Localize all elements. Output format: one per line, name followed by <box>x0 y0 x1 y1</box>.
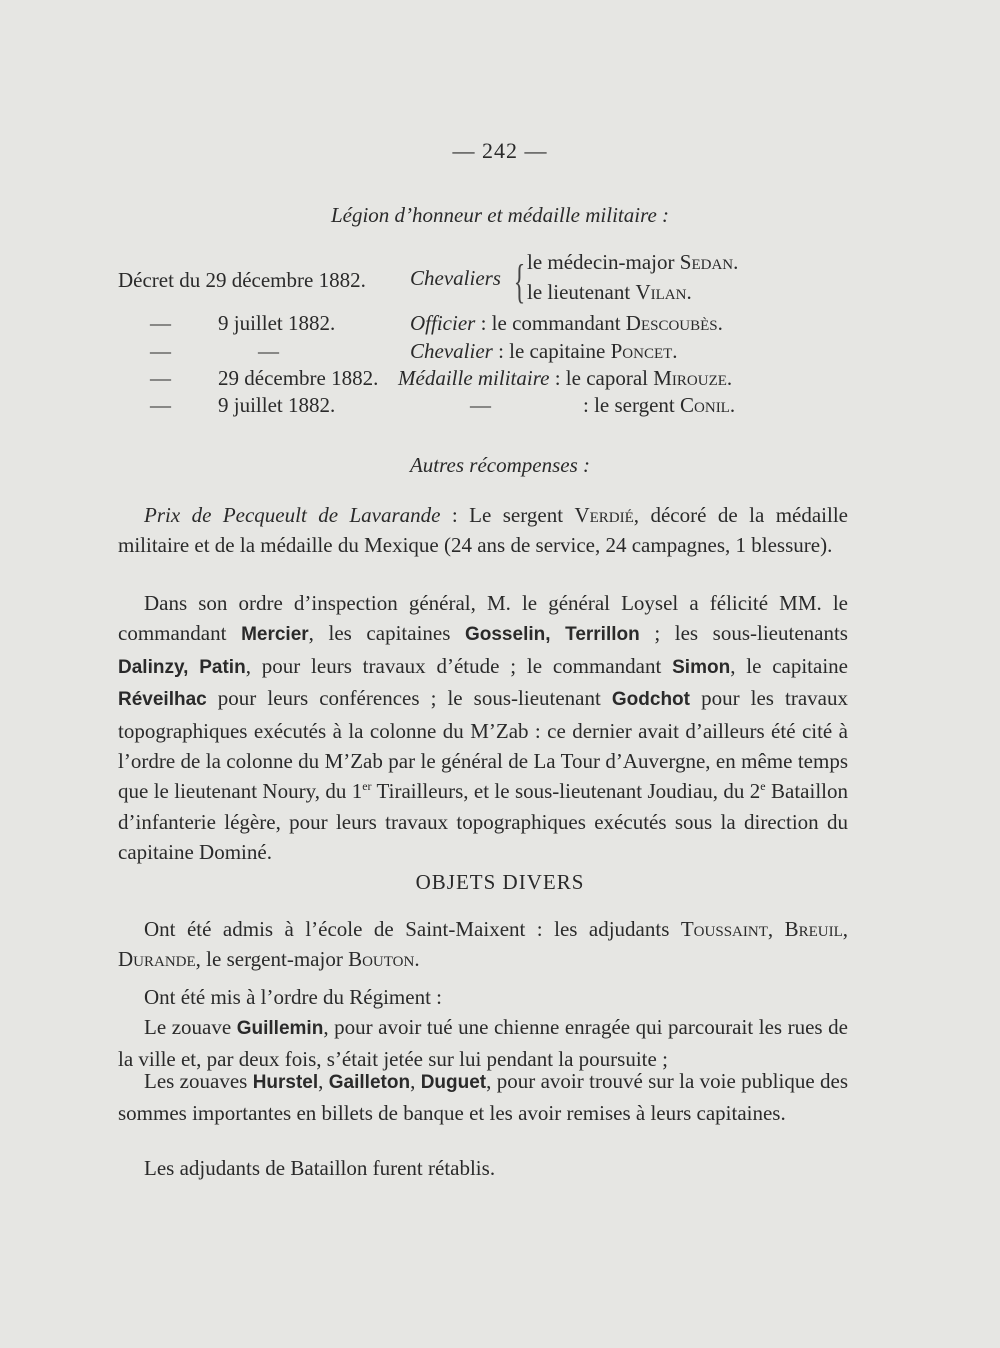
chevalier-line-1 <box>527 250 738 275</box>
row-award <box>410 339 678 364</box>
brace-symbol: { <box>513 255 526 308</box>
text-run: , pour avoir trouvé sur la voie publique des sommes importantes en billets de banque et les avoir remises à leurs capitaines. <box>118 1069 849 1126</box>
row-dash: — <box>150 339 171 363</box>
text-run: , <box>842 917 848 941</box>
text-run: , pour avoir tué une chienne enragée qui parcourait les rues de la ville et, par deux fois, s’était jetée sur lui pendant la poursuite ; <box>118 1015 848 1072</box>
person-name: Godchot <box>611 689 690 711</box>
chevalier-1-name: Sedan. <box>679 250 739 274</box>
row-rank: — <box>470 393 491 417</box>
person-name: Toussaint <box>680 917 768 941</box>
section-title-autres: Autres récompenses : <box>409 453 590 477</box>
row-name: Mirouze. <box>653 366 733 390</box>
text-run: Le zouave <box>144 1015 237 1039</box>
paragraph-prize <box>118 500 848 561</box>
row-text: : le commandant <box>475 311 626 335</box>
text-run: , le capitaine <box>730 653 848 678</box>
row-name: Poncet. <box>610 339 678 363</box>
text-run: Les zouaves <box>144 1069 253 1093</box>
row-text: : le sergent <box>583 393 681 417</box>
row-rank: Officier <box>410 311 476 335</box>
decree-label: Décret du 29 décembre 1882. <box>118 268 366 292</box>
row-date: — <box>258 339 279 363</box>
text-run: Ont été admis à l’école de Saint-Maixent : les adjudants <box>144 917 681 941</box>
person-name: Guillemin <box>236 1018 324 1039</box>
row-award <box>410 311 723 336</box>
chevalier-line-2 <box>527 280 692 305</box>
person-name: Simon <box>672 656 731 678</box>
paragraph-ordre: Ont été mis à l’ordre du Régiment : <box>144 985 443 1009</box>
section-title-legion: Légion d’honneur et médaille militaire : <box>330 203 670 227</box>
row-name: Conil. <box>680 393 736 417</box>
person-name: Hurstel <box>252 1072 319 1093</box>
text-run: Bataillon d’infanterie légère, pour leurs travaux topographiques exécutés sous la direction du capitaine Dominé. <box>118 779 848 865</box>
person-name: Durande <box>118 947 196 972</box>
chevaliers-label: Chevaliers <box>410 266 501 290</box>
row-date: 9 juillet 1882. <box>218 393 336 417</box>
row-rank: Chevalier <box>410 339 493 363</box>
row-text: : le caporal <box>549 366 654 390</box>
text-run: , <box>767 917 785 941</box>
text-run: , les capitaines <box>308 621 465 646</box>
text-run: , <box>318 1069 329 1093</box>
prize-name: Prix de Pecqueult de Lavarande <box>144 503 441 527</box>
row-dash: — <box>150 311 171 335</box>
paragraph-adjudants: Les adjudants de Bataillon furent rétablis. <box>144 1156 496 1180</box>
section-title-objets: OBJETS DIVERS <box>415 870 585 894</box>
text-run: , pour leurs travaux d’étude ; le commandant <box>245 653 673 678</box>
person-name: Breuil <box>784 917 843 941</box>
person-name: Réveilhac <box>118 689 207 711</box>
text-run: : Le sergent <box>440 503 575 527</box>
person-name: Verdié <box>574 503 634 527</box>
row-rank: Médaille militaire <box>398 366 550 390</box>
person-name: Dalinzy, Patin <box>118 656 246 678</box>
person-name: Bouton <box>348 947 415 972</box>
chevalier-2-prefix: le lieutenant <box>527 280 631 304</box>
row-text: : le capitaine <box>492 339 611 363</box>
text-run: Dans son ordre d’inspection général, M. le général Loysel a félicité MM. le commandant <box>118 591 848 646</box>
row-date: 9 juillet 1882. <box>218 311 336 335</box>
row-award <box>583 393 735 418</box>
row-award <box>398 366 732 391</box>
row-dash: — <box>150 393 171 417</box>
text-run: pour les travaux topographiques exécutés à la colonne du M’Zab : ce dernier avait d’ailleurs été cité à l’ordre de la colonne du M’Zab par le général de La Tour d’Auvergne, en même temps que le lieutenant Noury, du 1 <box>118 686 848 804</box>
text-run: , le sergent-major <box>195 947 349 972</box>
row-date: 29 décembre 1882. <box>218 366 379 390</box>
person-name: Mercier <box>241 624 309 646</box>
person-name: Duguet <box>420 1072 487 1093</box>
paragraph-saint-maixent <box>118 914 848 975</box>
chevalier-2-name: Vilan. <box>635 280 692 304</box>
person-name: Gosselin, Terrillon <box>464 624 640 646</box>
text-run: ; les sous-lieutenants <box>639 621 848 646</box>
chevalier-1-prefix: le médecin-major <box>527 250 675 274</box>
text-run: . <box>414 947 420 972</box>
row-dash: — <box>150 366 171 390</box>
paragraph-zouaves <box>118 1066 848 1129</box>
paragraph-inspection <box>118 588 848 868</box>
person-name: Gailleton <box>328 1072 411 1093</box>
row-name: Descoubès. <box>625 311 723 335</box>
page-number: — 242 — <box>452 138 548 163</box>
text-run: pour leurs conférences ; le sous-lieutenant <box>206 686 612 711</box>
text-run: , décoré de la médaille militaire et de la médaille du Mexique (24 ans de service, 24 campagnes, 1 blessure). <box>118 503 849 558</box>
text-run: Tirailleurs, et le sous-lieutenant Joudiau, du 2 <box>371 779 761 804</box>
text-run: , <box>410 1069 421 1093</box>
superscript: er <box>362 779 372 794</box>
superscript: e <box>760 779 766 794</box>
